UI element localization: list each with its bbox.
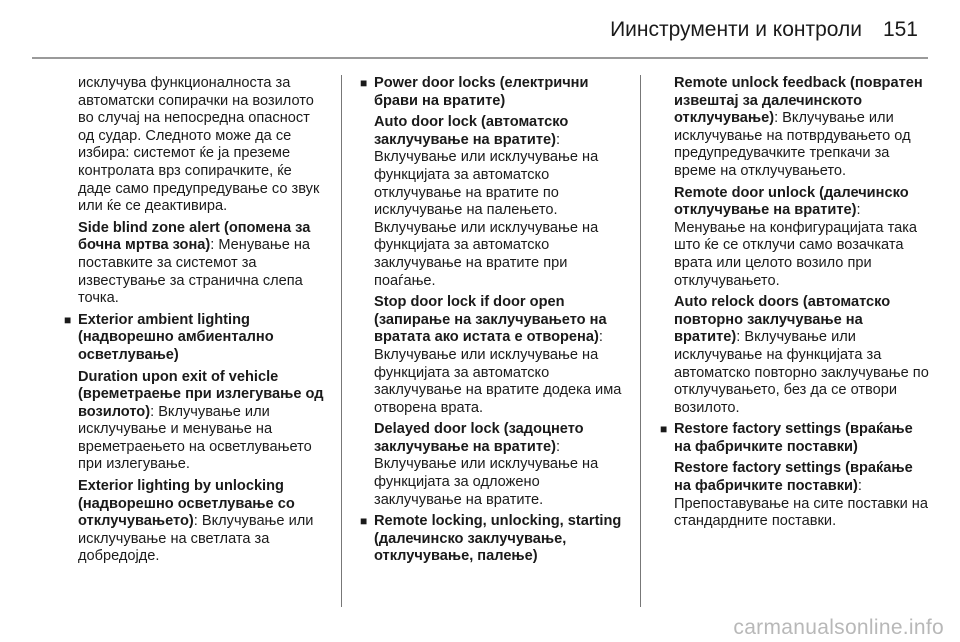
- bullet-ambient-lighting: ■ Exterior ambient lighting (надворешно амбиентално осветлување): [64, 311, 274, 363]
- entry-title: Exterior lighting by unlocking (надворешно осветлување со отклучувањето): [78, 478, 295, 530]
- bullet-power-locks: ■ Power door locks (електрични брави на вратите): [360, 75, 589, 109]
- column-1: [64, 75, 329, 570]
- entry-title: Delayed door lock (задоцнето заклучување на вратите): [374, 421, 584, 455]
- bullet-square-icon: ■: [64, 312, 72, 327]
- bullet-remote-locking: ■ Remote locking, unlocking, starting (далечинско заклучување, отклучување, палење): [360, 513, 622, 565]
- entry-text: : Вклучување или исклучување на светлата за добредојде.: [78, 513, 314, 565]
- entry-text: : Вклучување или исклучување на функцијата за одложено заклучување на вратите.: [374, 438, 599, 508]
- entry-restore-factory: [660, 460, 930, 530]
- entry-title: Auto relock doors (автоматско повторно заклучување на вратите): [674, 294, 891, 346]
- entry-title: Auto door lock (автоматско заклучување на вратите): [374, 114, 569, 148]
- entry-unlock-lighting: [64, 478, 329, 566]
- entry-side-blind: [64, 220, 329, 308]
- section-title: Иинструменти и контроли: [610, 18, 862, 41]
- bullet-square-icon: ■: [360, 76, 368, 90]
- entry-text: : Вклучување или исклучување и менување на времетраењето на осветлувањето при излегување.: [78, 403, 312, 473]
- column-divider: [640, 75, 641, 607]
- entry-title: Remote unlock feedback (повратен извештај за далечинското отклучување): [674, 75, 923, 127]
- entry-remote-door-unlock: [660, 185, 930, 291]
- column-2: [360, 75, 630, 570]
- watermark: carmanualsonline.info: [733, 616, 944, 639]
- entry-delayed-lock: [360, 421, 630, 509]
- entry-text: : Менување на поставките за системот за известување за странична слепа точка.: [78, 237, 311, 307]
- entry-text: : Препоставување на сите поставки на стандардните поставки.: [674, 478, 928, 530]
- entry-text: : Вклучување или исклучување на функцијата за автоматско повторно заклучување по отклучувањето, без да се отвори возилото.: [674, 329, 929, 416]
- bullet-restore-factory: ■ Restore factory settings (враќање на фабричките поставки): [660, 421, 913, 455]
- paragraph-aeb: исклучува функционалноста за автоматски сопирачки на возилото во случај на непосредна опасност од судар. Следното може да се избира: системот ќе ја преземе контролата врз сопирачките, ќе даде само предупредување со звук или ќе се деактивира.: [78, 75, 320, 215]
- column-divider: [341, 75, 342, 607]
- column-3: [660, 75, 930, 535]
- bullet-square-icon: ■: [360, 514, 368, 529]
- entry-text: : Вклучување или исклучување на функцијата за автоматско заклучување на вратите додека има отворена врата.: [374, 329, 622, 416]
- entry-stop-lock: [360, 294, 630, 417]
- page-number: 151: [882, 18, 918, 41]
- entry-text: : Вклучување или исклучување на функцијата за автоматско отклучување на вратите по исклучување на палењето. Вклучување или исклучување на функцијата за автоматско заклучување на вратите при поаѓање.: [374, 131, 599, 289]
- entry-auto-lock: [360, 114, 630, 290]
- entry-title: Stop door lock if door open (запирање на заклучувањето на вратата ако истата е отворена): [374, 294, 607, 346]
- entry-title: Duration upon exit of vehicle (времетраење при излегување од возилото): [78, 368, 324, 420]
- bullet-square-icon: ■: [660, 422, 668, 437]
- entry-auto-relock: [660, 294, 930, 417]
- entry-text: : Вклучување или исклучување на потврдувањето од предупредувачките трепкачи за време на отклучувањето.: [674, 110, 911, 179]
- entry-title: Restore factory settings (враќање на фабричките поставки): [674, 460, 913, 495]
- entry-duration: [64, 369, 329, 475]
- entry-title: Side blind zone alert (опомена за бочна мртва зона): [78, 219, 311, 254]
- entry-unlock-feedback: [660, 75, 930, 181]
- entry-title: Remote door unlock (далечинско отклучување на вратите): [674, 184, 909, 219]
- header-rule: [32, 57, 928, 59]
- entry-text: : Менување на конфигурацијата така што ќе се отклучи само возачката врата или целото возило при отклучувањето.: [674, 202, 918, 289]
- page-header: [0, 0, 960, 56]
